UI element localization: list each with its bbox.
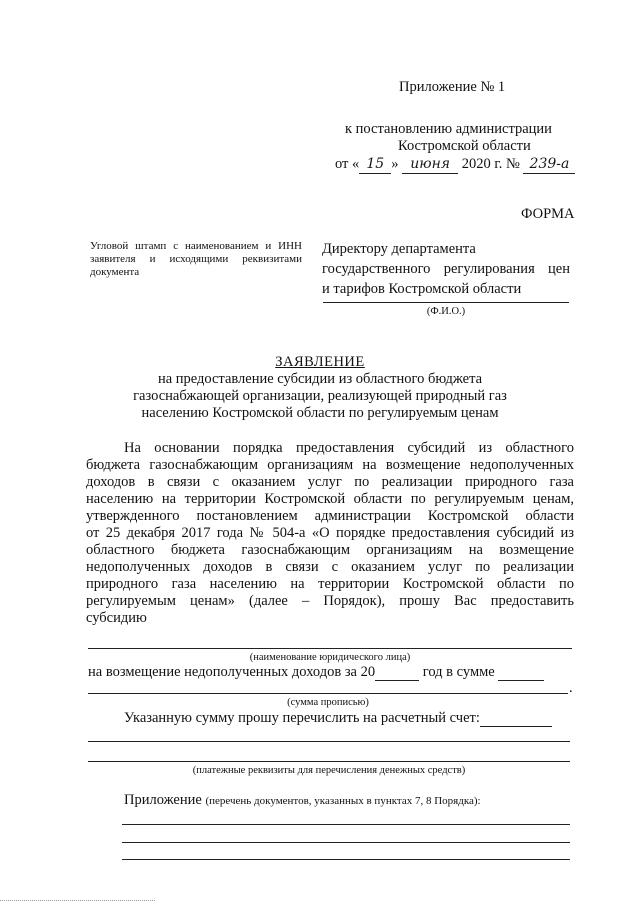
form-label: ФОРМА xyxy=(521,206,575,222)
title-line: на предоставление субсидии из областного бюджета xyxy=(157,371,483,387)
date-mid: » xyxy=(391,156,399,172)
resolution-date xyxy=(335,156,575,174)
title-line: газоснабжающей организации, реализующей природный газ xyxy=(133,388,507,404)
scan-edge xyxy=(0,900,155,901)
appendix-field[interactable] xyxy=(122,842,570,843)
body-line: субсидию xyxy=(86,610,147,626)
stamp-note xyxy=(90,240,302,279)
body-line: от 25 декабря 2017 года № 504-а «О порядке предоставления субсидий из xyxy=(86,525,574,541)
appendix-field[interactable] xyxy=(122,859,570,860)
fio-caption: (Ф.И.О.) xyxy=(426,306,466,317)
body-line: регулируемым ценам» (далее – Порядок), прошу Вас предоставить xyxy=(86,593,574,609)
date-day: 15 xyxy=(359,156,391,174)
legal-entity-field[interactable] xyxy=(88,648,572,649)
title-block xyxy=(60,354,580,422)
region-line: Костромской области xyxy=(398,138,531,154)
reimburse-line xyxy=(88,664,544,681)
body-line: природного газа населению на территории Костромской области по xyxy=(86,576,574,592)
year-field[interactable] xyxy=(375,666,419,681)
body-line: утвержденного постановлением администрации Костромской области xyxy=(86,508,574,524)
payment-caption: (платежные реквизиты для перечисления денежных средств) xyxy=(192,765,466,776)
resolution-line: к постановлению администрации xyxy=(345,121,552,137)
date-year: 2020 г. № xyxy=(461,156,520,172)
body-line: доходов в связи с оказанием услуг по реализации природного газа xyxy=(86,474,574,490)
appendix-number: Приложение № 1 xyxy=(399,79,506,95)
stamp-note-line: заявителя и исходящими реквизитами xyxy=(90,253,302,265)
legal-entity-caption: (наименование юридического лица) xyxy=(249,652,411,663)
account-field[interactable] xyxy=(480,712,552,727)
body-paragraph xyxy=(86,440,574,627)
doc-number: 239-а xyxy=(523,156,575,174)
appendix-note: (перечень документов, указанных в пунктах 7, 8 Порядка): xyxy=(205,795,481,807)
body-line: недополученных доходов в связи с оказанием услуг по реализации xyxy=(86,559,574,575)
transfer-text: Указанную сумму прошу перечислить на расчетный счет: xyxy=(124,710,480,726)
amount-words-field[interactable] xyxy=(88,693,568,694)
title-line: населению Костромской области по регулируемым ценам xyxy=(141,405,499,421)
appendix-field[interactable] xyxy=(122,824,570,825)
appendix-label: Приложение xyxy=(124,792,202,808)
appendix-line xyxy=(124,792,481,809)
body-line: областного бюджета газоснабжающим организациям на возмещение xyxy=(86,542,574,558)
date-month: июня xyxy=(402,156,458,174)
amount-words-caption: (сумма прописью) xyxy=(287,697,369,708)
date-prefix: от « xyxy=(335,156,360,172)
body-line: бюджета газоснабжающим организациям на возмещение недополученных xyxy=(86,457,574,473)
payment-details-field[interactable] xyxy=(88,741,570,742)
transfer-line xyxy=(124,710,552,727)
year-suffix: год в сумме xyxy=(422,664,495,680)
addressee-line: государственного регулирования цен xyxy=(322,261,570,277)
body-line: населению на территории Костромской области по регулируемым ценам, xyxy=(86,491,574,507)
addressee-line: и тарифов Костромской области xyxy=(322,281,522,297)
addressee-line: Директору департамента xyxy=(322,241,476,257)
document-heading: ЗАЯВЛЕНИЕ xyxy=(275,354,365,370)
fio-line xyxy=(323,302,569,303)
payment-details-field[interactable] xyxy=(88,761,570,762)
addressee-block xyxy=(322,239,570,299)
amount-field[interactable] xyxy=(498,666,544,681)
stamp-note-line: документа xyxy=(90,266,140,278)
stamp-note-line: Угловой штамп с наименованием и ИНН xyxy=(90,240,302,252)
period-mark: . xyxy=(569,680,573,696)
body-line: На основании порядка предоставления субсидий из областного xyxy=(124,440,574,456)
reimburse-text: на возмещение недополученных доходов за 20 xyxy=(88,664,376,680)
